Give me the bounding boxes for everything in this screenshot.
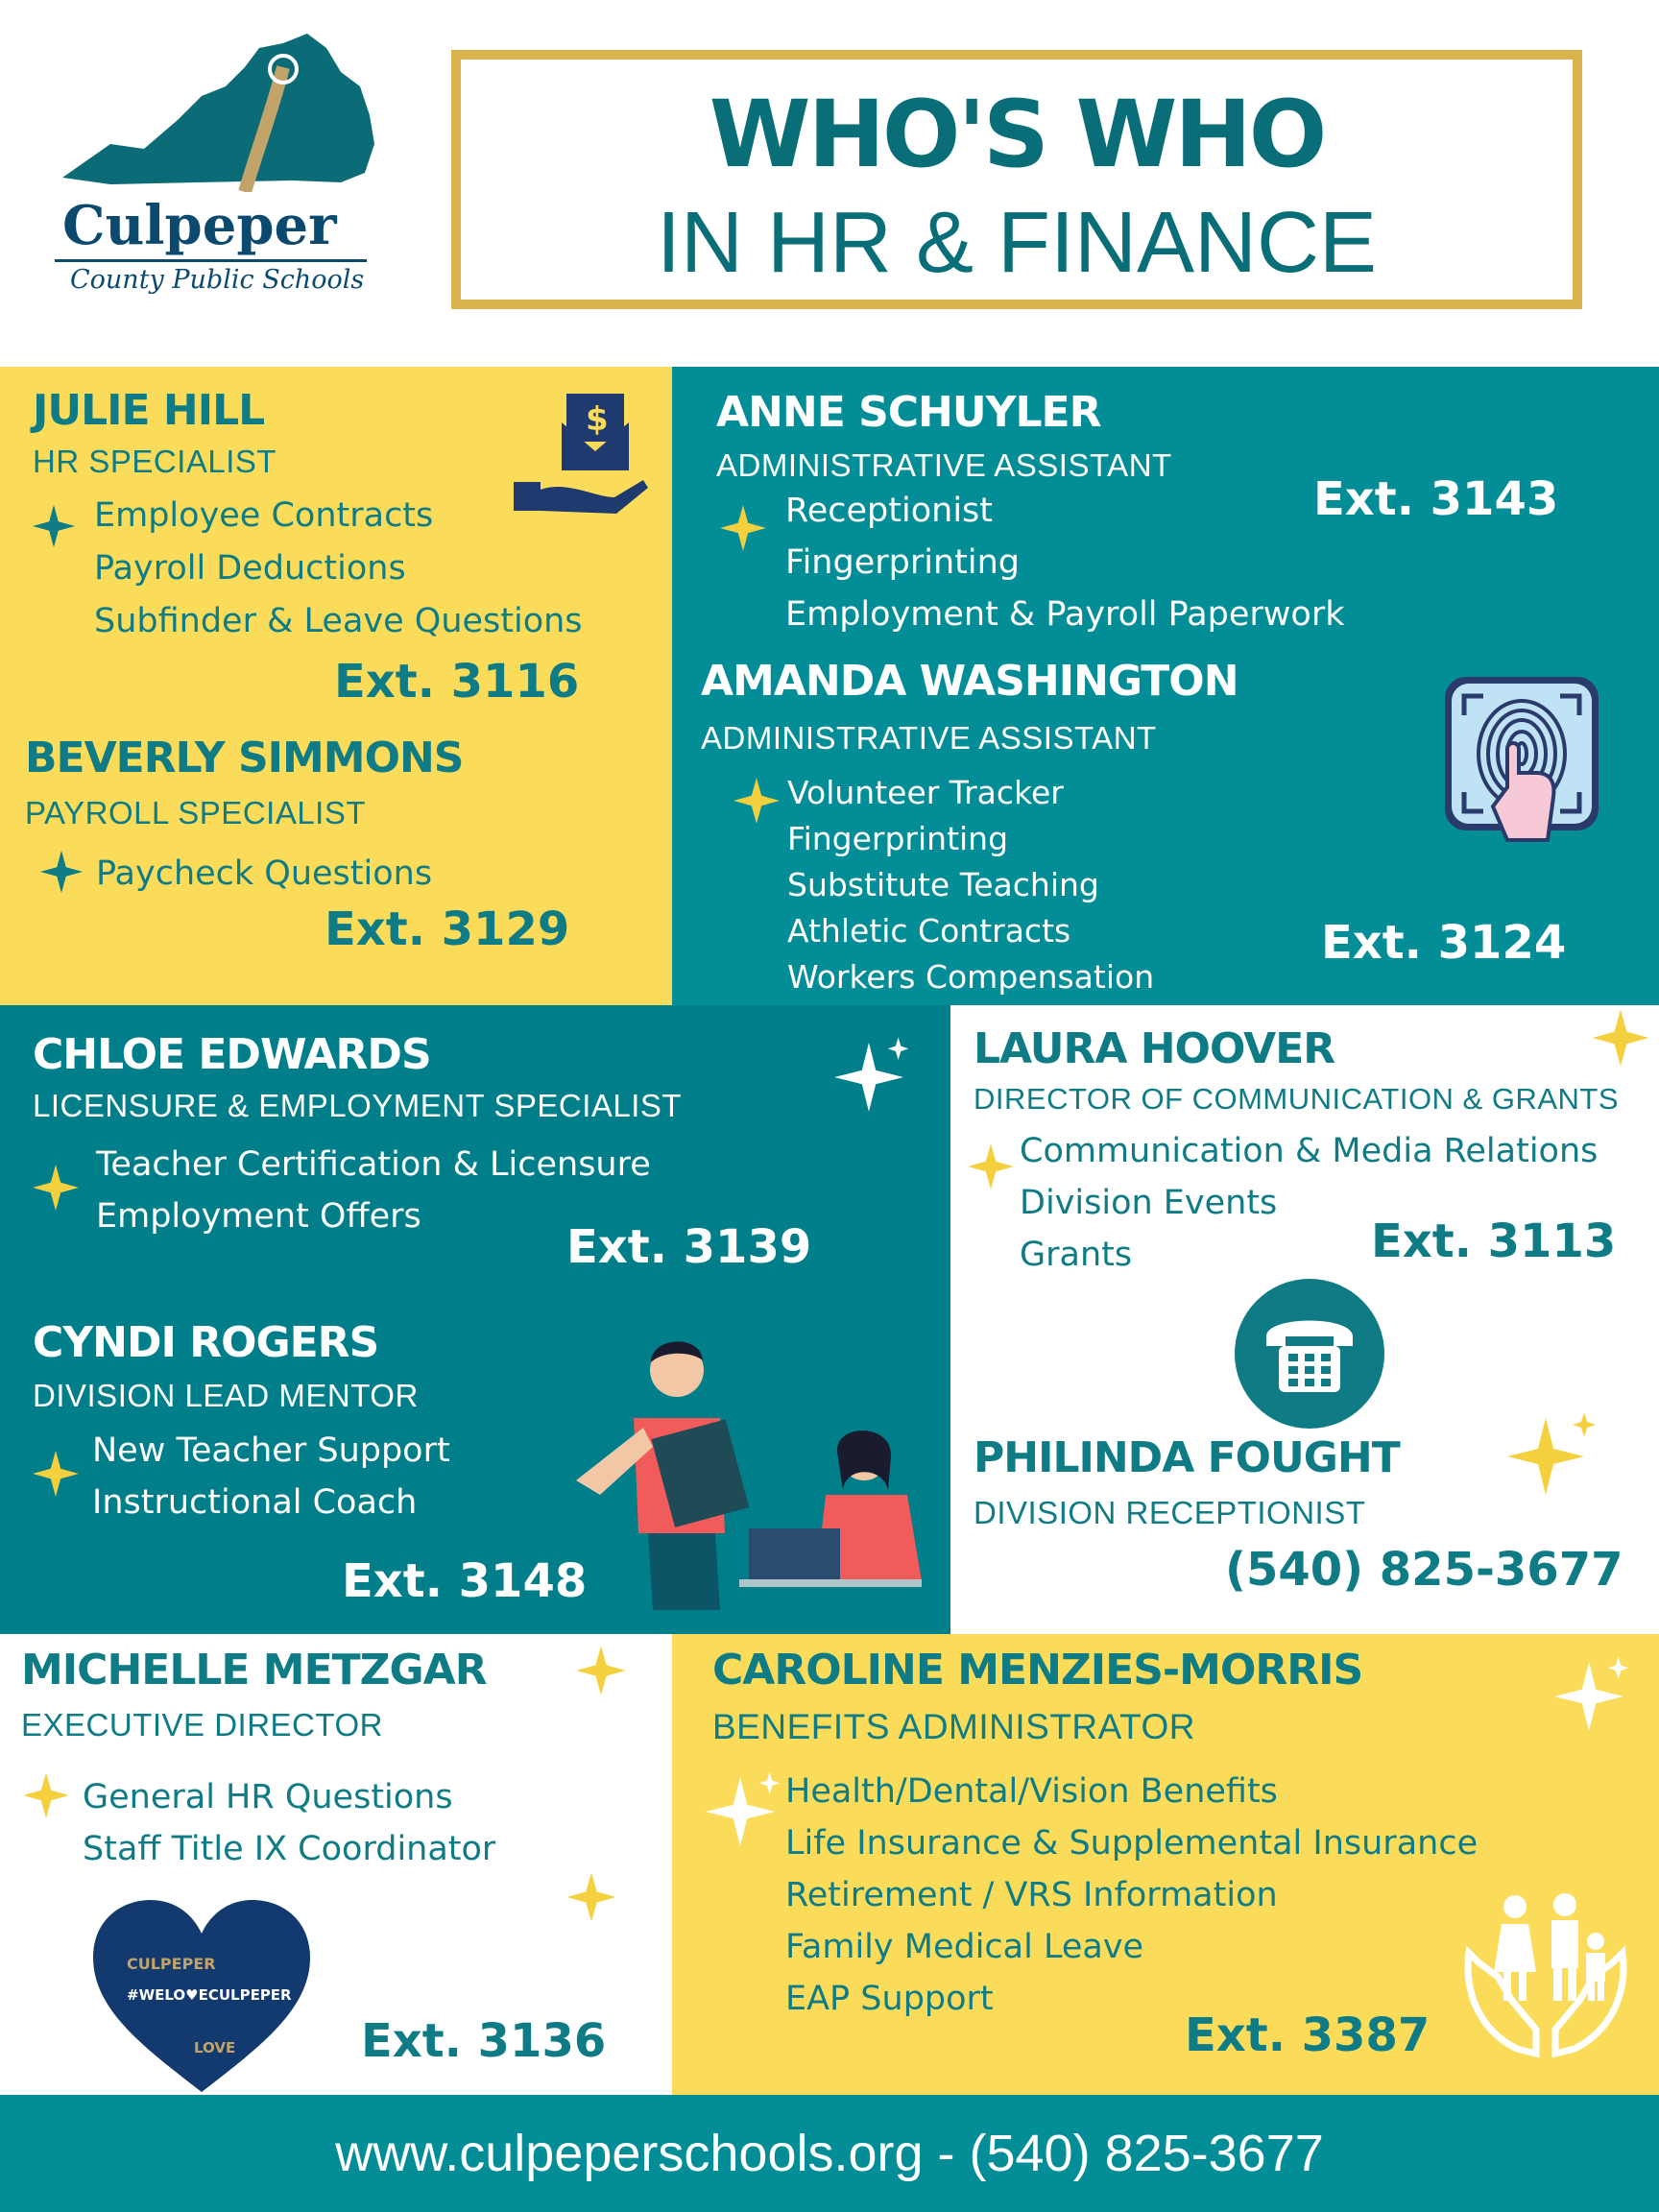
responsibility-item: Substitute Teaching: [787, 866, 1099, 903]
responsibility-item: Employee Contracts: [94, 496, 434, 535]
page-subtitle: IN HR & FINANCE: [656, 195, 1378, 291]
responsibility-item: EAP Support: [785, 1980, 994, 2018]
contact-name: JULIE HILL: [33, 386, 265, 435]
heart-text-hashtag: #WELO♥ECULPEPER: [127, 1986, 292, 2004]
responsibility-item: Fingerprinting: [785, 543, 1020, 582]
extension-number: Ext. 3143: [1313, 472, 1559, 526]
card-caroline: [672, 1634, 1659, 2095]
we-love-culpeper-heart: [88, 1895, 315, 2095]
family-care-icon: [1459, 1886, 1632, 2068]
contact-name: MICHELLE METZGAR: [21, 1646, 487, 1695]
responsibility-item: Paycheck Questions: [96, 854, 433, 893]
contact-title: EXECUTIVE DIRECTOR: [21, 1707, 383, 1743]
contact-title: DIRECTOR OF COMMUNICATION & GRANTS: [974, 1082, 1620, 1116]
responsibility-item: Division Events: [1020, 1184, 1278, 1222]
contact-title: ADMINISTRATIVE ASSISTANT: [701, 720, 1157, 756]
sparkle-icon: [826, 1034, 912, 1120]
responsibility-item: Payroll Deductions: [94, 549, 406, 588]
sparkle-icon: [718, 503, 768, 553]
responsibility-item: Employment Offers: [96, 1197, 421, 1236]
title-frame: [451, 50, 1582, 309]
responsibility-item: Instructional Coach: [92, 1483, 418, 1522]
contact-title: LICENSURE & EMPLOYMENT SPECIALIST: [33, 1088, 683, 1123]
responsibility-item: Life Insurance & Supplemental Insurance: [785, 1824, 1479, 1863]
responsibility-item: Staff Title IX Coordinator: [83, 1830, 496, 1868]
card-chloe-cyndi: [0, 1005, 950, 1634]
card-julie-beverly: [0, 367, 672, 1005]
contact-title: DIVISION LEAD MENTOR: [33, 1378, 419, 1413]
contact-name: ANNE SCHUYLER: [716, 388, 1101, 437]
district-logo[interactable]: [53, 29, 379, 307]
contact-title: HR SPECIALIST: [33, 444, 277, 479]
responsibility-item: General HR Questions: [83, 1778, 453, 1816]
extension-number: Ext. 3113: [1371, 1214, 1617, 1268]
contact-name: BEVERLY SIMMONS: [25, 733, 464, 782]
extension-number: Ext. 3148: [342, 1554, 588, 1608]
virginia-state-icon: [53, 29, 379, 192]
responsibility-item: Volunteer Tracker: [787, 774, 1064, 811]
responsibility-item: Teacher Certification & Licensure: [96, 1145, 651, 1184]
card-laura-philinda: [950, 1005, 1659, 1634]
sparkle-icon: [38, 849, 84, 895]
footer-contact-link[interactable]: www.culpeperschools.org - (540) 825-3677: [335, 2125, 1324, 2182]
page-title: WHO'S WHO: [709, 81, 1325, 188]
responsibility-item: Athletic Contracts: [787, 912, 1071, 950]
contact-name: LAURA HOOVER: [974, 1024, 1335, 1073]
sparkle-icon: [732, 776, 781, 826]
sparkle-icon: [1546, 1653, 1632, 1740]
responsibility-item: New Teacher Support: [92, 1431, 450, 1470]
responsibility-item: Family Medical Leave: [785, 1928, 1144, 1966]
sparkle-icon: [1498, 1408, 1603, 1504]
extension-number: Ext. 3139: [566, 1220, 812, 1274]
sparkle-icon: [31, 1163, 81, 1213]
responsibility-item: Fingerprinting: [787, 820, 1009, 857]
responsibility-item: Subfinder & Leave Questions: [94, 602, 583, 640]
extension-number: Ext. 3129: [325, 902, 570, 956]
contact-name: CYNDI ROGERS: [33, 1318, 379, 1367]
svg-text:$: $: [586, 400, 609, 439]
sparkle-icon: [697, 1768, 783, 1855]
sparkle-icon: [565, 1870, 618, 1924]
sparkle-icon: [21, 1770, 71, 1820]
extension-number: Ext. 3116: [334, 655, 580, 709]
contact-name: CAROLINE MENZIES-MORRIS: [712, 1646, 1363, 1695]
mentoring-illustration: [557, 1322, 941, 1610]
responsibility-item: Health/Dental/Vision Benefits: [785, 1772, 1278, 1811]
responsibility-item: Retirement / VRS Information: [785, 1876, 1278, 1914]
contact-name: CHLOE EDWARDS: [33, 1030, 431, 1079]
responsibility-item: Communication & Media Relations: [1020, 1132, 1599, 1170]
card-michelle: [0, 1634, 672, 2095]
responsibility-item: Employment & Payroll Paperwork: [785, 595, 1345, 634]
contact-title: PAYROLL SPECIALIST: [25, 795, 367, 830]
responsibility-item: Grants: [1020, 1236, 1133, 1274]
contact-title: DIVISION RECEPTIONIST: [974, 1495, 1366, 1530]
responsibility-item: Receptionist: [785, 492, 993, 530]
responsibility-item: Workers Compensation: [787, 958, 1155, 996]
contact-title: BENEFITS ADMINISTRATOR: [712, 1707, 1196, 1746]
sparkle-icon: [1590, 1007, 1651, 1069]
extension-number: Ext. 3387: [1185, 2008, 1431, 2062]
extension-number: Ext. 3136: [361, 2014, 607, 2068]
contact-name: AMANDA WASHINGTON: [701, 657, 1238, 706]
footer: [0, 2095, 1659, 2212]
sparkle-icon: [31, 503, 77, 549]
contact-name: PHILINDA FOUGHT: [974, 1433, 1400, 1482]
payment-hand-icon: [509, 384, 653, 528]
logo-underline: [55, 259, 367, 262]
sparkle-icon: [966, 1142, 1016, 1191]
logo-name: Culpeper: [62, 194, 337, 257]
heart-text-love: LOVE: [194, 2039, 236, 2056]
logo-subtitle: County Public Schools: [70, 265, 365, 295]
sparkle-icon: [574, 1644, 628, 1697]
sparkle-icon: [31, 1449, 81, 1499]
contact-title: ADMINISTRATIVE ASSISTANT: [716, 447, 1172, 483]
card-anne-amanda: [672, 367, 1659, 1005]
receptionist-phone: (540) 825-3677: [1225, 1543, 1623, 1597]
telephone-icon: [1233, 1277, 1386, 1431]
extension-number: Ext. 3124: [1321, 916, 1567, 970]
heart-text-top: CULPEPER: [127, 1955, 216, 1973]
fingerprint-icon: [1440, 672, 1603, 854]
